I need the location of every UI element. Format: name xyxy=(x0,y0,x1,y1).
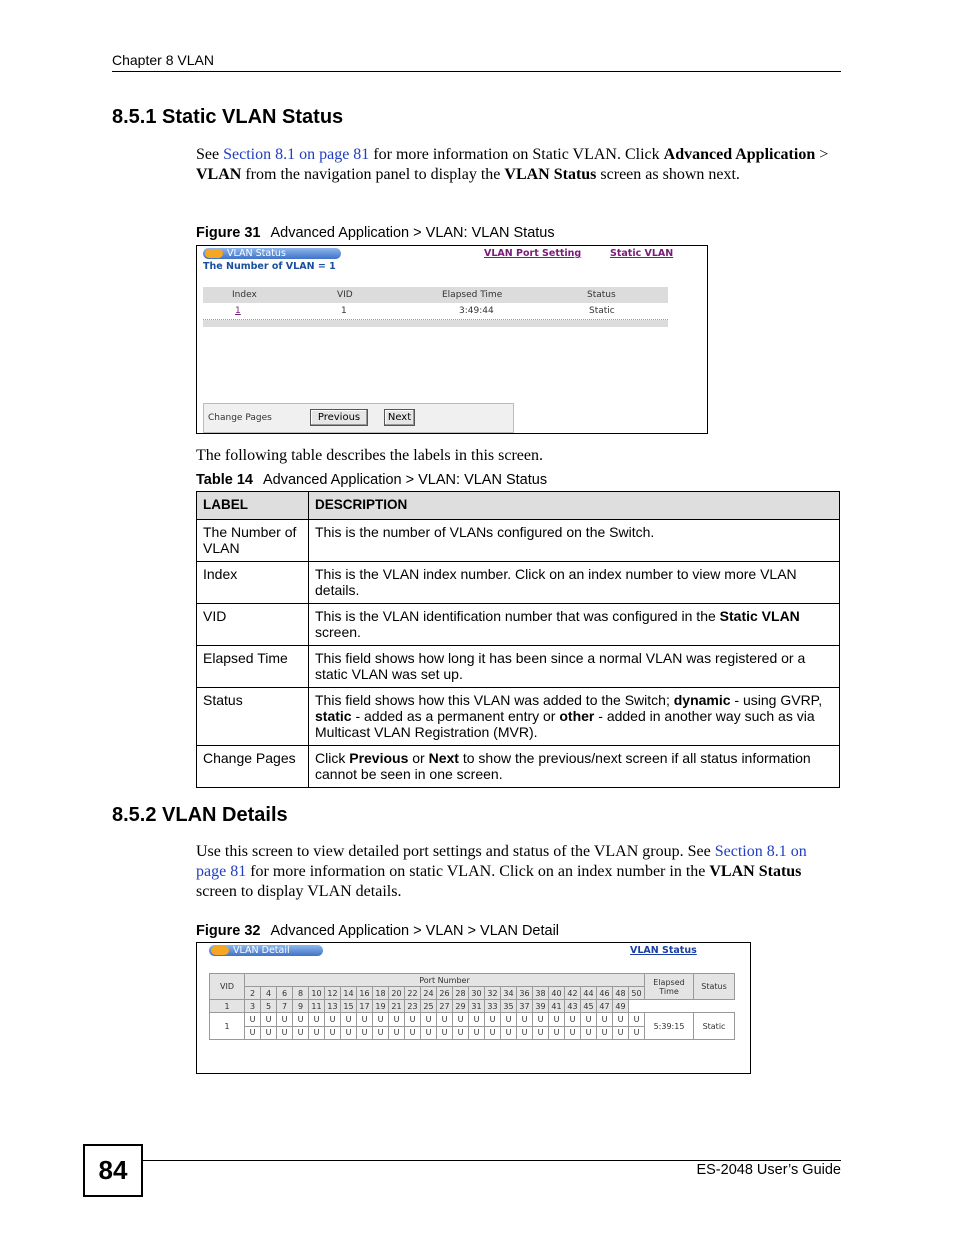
text: This is the VLAN identification number that was configured in the xyxy=(315,608,720,624)
text: screen. xyxy=(315,624,361,640)
port-number-cell: 42 xyxy=(565,987,581,1000)
port-number-cell: 6 xyxy=(277,987,293,1000)
row-label: The Number of VLAN xyxy=(197,520,309,562)
vlan-count: The Number of VLAN = 1 xyxy=(203,261,336,272)
port-setting-cell: U xyxy=(437,1026,453,1040)
port-number-cell: 35 xyxy=(501,1000,517,1013)
figure-title: Advanced Application > VLAN: VLAN Status xyxy=(270,225,555,241)
port-setting-cell: U xyxy=(341,1013,357,1027)
vlan-detail-table xyxy=(209,973,735,1040)
port-setting-cell: U xyxy=(485,1013,501,1027)
port-setting-cell: U xyxy=(357,1026,373,1040)
bold-text: other xyxy=(559,708,595,724)
port-number-cell: 3 xyxy=(245,1000,261,1013)
port-setting-cell: U xyxy=(501,1013,517,1027)
footer-rule xyxy=(141,1160,841,1161)
port-setting-cell: U xyxy=(261,1026,277,1040)
row-status: Static xyxy=(694,1013,735,1040)
port-setting-cell: U xyxy=(421,1026,437,1040)
row-elapsed-time: 3:49:44 xyxy=(459,306,494,316)
text: See xyxy=(196,146,224,163)
port-setting-cell: U xyxy=(405,1026,421,1040)
port-number-cell: 38 xyxy=(533,987,549,1000)
index-link[interactable]: 1 xyxy=(235,306,241,316)
port-number-cell: 8 xyxy=(293,987,309,1000)
port-setting-cell: U xyxy=(629,1013,645,1027)
text: Click xyxy=(315,750,350,766)
port-setting-cell: U xyxy=(325,1013,341,1027)
port-number-cell: 4 xyxy=(261,987,277,1000)
text: screen to display VLAN details. xyxy=(196,883,402,900)
row-description xyxy=(309,604,840,646)
static-vlan-link[interactable]: Static VLAN xyxy=(610,248,674,259)
port-number-cell: 7 xyxy=(277,1000,293,1013)
row-status: Static xyxy=(589,306,615,316)
table-row xyxy=(197,746,840,788)
table-row xyxy=(197,604,840,646)
row-vid: 1 xyxy=(210,1013,245,1040)
port-number-cell: 1 xyxy=(210,1000,245,1013)
port-number-cell: 23 xyxy=(405,1000,421,1013)
row-elapsed-time: 5:39:15 xyxy=(645,1013,694,1040)
table-row xyxy=(197,520,840,562)
port-number-cell: 16 xyxy=(357,987,373,1000)
vlan-status-link[interactable]: VLAN Status xyxy=(630,945,697,956)
port-setting-cell: U xyxy=(421,1013,437,1027)
text: for more information on static VLAN. Click on an index number in the xyxy=(246,863,710,880)
port-setting-cell: U xyxy=(389,1013,405,1027)
port-setting-cell: U xyxy=(277,1013,293,1027)
table-header-row xyxy=(197,492,840,520)
port-number-cell: 39 xyxy=(533,1000,549,1013)
text: - added as a permanent entry or xyxy=(351,708,560,724)
screen-title: VLAN Status xyxy=(227,248,286,259)
table-footer-bar xyxy=(203,320,668,327)
text: to show the previous/next screen if all status information cannot be seen in one screen. xyxy=(315,750,811,782)
port-setting-cell: U xyxy=(261,1013,277,1027)
title-pill-icon xyxy=(211,946,229,955)
bold-text: VLAN xyxy=(196,166,242,183)
port-setting-cell: U xyxy=(469,1013,485,1027)
port-number-header: Port Number xyxy=(245,974,645,987)
port-setting-cell: U xyxy=(581,1026,597,1040)
port-number-cell: 17 xyxy=(357,1000,373,1013)
figure-32-caption xyxy=(196,923,559,939)
port-number-cell: 49 xyxy=(613,1000,629,1013)
table-14-caption xyxy=(196,472,547,488)
port-number-cell: 15 xyxy=(341,1000,357,1013)
port-number-cell: 32 xyxy=(485,987,501,1000)
table-title: Advanced Application > VLAN: VLAN Status xyxy=(262,472,548,488)
port-number-cell: 37 xyxy=(517,1000,533,1013)
screen-title-pill xyxy=(209,945,323,956)
row-description xyxy=(309,688,840,746)
figure-31-vlan-status-screen xyxy=(196,245,708,434)
port-number-cell: 12 xyxy=(325,987,341,1000)
port-number-cell: 50 xyxy=(629,987,645,1000)
port-number-cell: 13 xyxy=(325,1000,341,1013)
row-label: Elapsed Time xyxy=(197,646,309,688)
port-number-cell: 36 xyxy=(517,987,533,1000)
figure-31-caption xyxy=(196,225,555,241)
text: - using GVRP, xyxy=(730,692,823,708)
col-elapsed-time: Elapsed Time xyxy=(442,290,503,300)
bold-text: dynamic xyxy=(673,692,731,708)
previous-button[interactable]: Previous xyxy=(310,409,368,426)
port-number-cell: 48 xyxy=(613,987,629,1000)
port-setting-cell: U xyxy=(533,1013,549,1027)
row-description: This field shows how long it has been since a normal VLAN was registered or a static VLAN was set up. xyxy=(309,646,840,688)
port-setting-cell: U xyxy=(533,1026,549,1040)
port-setting-cell: U xyxy=(357,1013,373,1027)
port-number-cell: 20 xyxy=(389,987,405,1000)
port-number-cell: 2 xyxy=(245,987,261,1000)
bold-text: VLAN Status xyxy=(504,166,597,183)
port-number-cell: 31 xyxy=(469,1000,485,1013)
col-status: Status xyxy=(587,290,616,300)
table-row xyxy=(197,562,840,604)
row-label: Status xyxy=(197,688,309,746)
title-pill-icon xyxy=(205,249,223,258)
port-setting-cell: U xyxy=(341,1026,357,1040)
row-description: This is the number of VLANs configured on the Switch. xyxy=(309,520,840,562)
table-row xyxy=(197,646,840,688)
bold-text: Next xyxy=(428,750,459,766)
port-setting-cell: U xyxy=(309,1013,325,1027)
port-number-cell: 40 xyxy=(549,987,565,1000)
header-label: LABEL xyxy=(197,492,309,520)
port-setting-cell: U xyxy=(453,1026,469,1040)
port-setting-cell: U xyxy=(245,1026,261,1040)
port-number-cell: 9 xyxy=(293,1000,309,1013)
row-description xyxy=(309,746,840,788)
port-setting-cell: U xyxy=(485,1026,501,1040)
text: screen as shown next. xyxy=(596,166,740,183)
port-setting-cell: U xyxy=(325,1026,341,1040)
row-vid: 1 xyxy=(341,306,347,316)
elapsed-time-header: Elapsed Time xyxy=(645,974,694,1000)
screen-title: VLAN Detail xyxy=(233,945,290,956)
label-description-table xyxy=(196,491,840,788)
port-number-cell: 44 xyxy=(581,987,597,1000)
bold-text: Static VLAN xyxy=(719,608,800,624)
port-number-cell: 46 xyxy=(597,987,613,1000)
port-setting-cell: U xyxy=(581,1013,597,1027)
footer-guide-title: ES-2048 User’s Guide xyxy=(696,1162,841,1178)
section-link[interactable]: Section 8.1 on page 81 xyxy=(223,146,370,163)
text: This field shows how this VLAN was added to the Switch; xyxy=(315,692,674,708)
port-setting-cell: U xyxy=(613,1013,629,1027)
port-setting-cell: U xyxy=(373,1013,389,1027)
table-row xyxy=(210,1013,735,1027)
header-rule xyxy=(112,71,841,72)
port-setting-cell: U xyxy=(405,1013,421,1027)
port-number-cell: 27 xyxy=(437,1000,453,1013)
port-number-cell: 19 xyxy=(373,1000,389,1013)
row-label: Change Pages xyxy=(197,746,309,788)
following-table-text: The following table describes the labels in this screen. xyxy=(196,447,544,464)
port-number-cell: 22 xyxy=(405,987,421,1000)
table-row xyxy=(197,688,840,746)
port-number-cell: 11 xyxy=(309,1000,325,1013)
port-setting-cell: U xyxy=(565,1026,581,1040)
port-number-cell: 18 xyxy=(373,987,389,1000)
next-button[interactable]: Next xyxy=(384,409,415,426)
port-number-cell: 29 xyxy=(453,1000,469,1013)
port-number-cell: 10 xyxy=(309,987,325,1000)
port-setting-cell: U xyxy=(245,1013,261,1027)
bold-text: Previous xyxy=(349,750,409,766)
port-setting-cell: U xyxy=(517,1026,533,1040)
port-number-cell: 43 xyxy=(565,1000,581,1013)
port-setting-cell: U xyxy=(565,1013,581,1027)
port-number-cell: 41 xyxy=(549,1000,565,1013)
row-label: VID xyxy=(197,604,309,646)
text: - added in another way such as via Multicast VLAN Registration (MVR). xyxy=(315,708,815,740)
port-setting-cell: U xyxy=(277,1026,293,1040)
port-number-cell: 25 xyxy=(421,1000,437,1013)
port-number-cell: 28 xyxy=(453,987,469,1000)
row-label: Index xyxy=(197,562,309,604)
screen-title-pill xyxy=(203,248,341,259)
table-label: Table 14 xyxy=(196,472,253,488)
port-number-cell: 5 xyxy=(261,1000,277,1013)
header-description: DESCRIPTION xyxy=(309,492,840,520)
bold-text: Advanced Application xyxy=(663,146,816,163)
text: for more information on Static VLAN. Click xyxy=(369,146,664,163)
change-pages-label: Change Pages xyxy=(208,413,272,423)
port-number-header-row xyxy=(210,974,735,987)
bold-text: VLAN Status xyxy=(709,863,802,880)
figure-label: Figure 31 xyxy=(196,225,261,241)
section-heading-vlan-details: 8.5.2 VLAN Details xyxy=(112,804,288,826)
port-setting-cell: U xyxy=(597,1013,613,1027)
col-index: Index xyxy=(232,290,257,300)
port-number-cell: 21 xyxy=(389,1000,405,1013)
vlan-details-paragraph xyxy=(196,842,839,902)
port-setting-cell: U xyxy=(597,1026,613,1040)
intro-paragraph xyxy=(196,145,839,185)
port-setting-cell: U xyxy=(293,1013,309,1027)
vid-header: VID xyxy=(210,974,245,1000)
port-number-cell: 24 xyxy=(421,987,437,1000)
port-number-cell: 33 xyxy=(485,1000,501,1013)
port-setting-cell: U xyxy=(293,1026,309,1040)
port-setting-cell: U xyxy=(453,1013,469,1027)
text: from the navigation panel to display the xyxy=(241,166,505,183)
port-setting-cell: U xyxy=(517,1013,533,1027)
odd-ports-row xyxy=(210,1000,735,1013)
port-setting-cell: U xyxy=(469,1026,485,1040)
vlan-port-setting-link[interactable]: VLAN Port Setting xyxy=(484,248,582,259)
port-setting-cell: U xyxy=(309,1026,325,1040)
text: > xyxy=(815,146,829,163)
port-setting-cell: U xyxy=(501,1026,517,1040)
port-number-cell: 34 xyxy=(501,987,517,1000)
section-heading-static-vlan-status: 8.5.1 Static VLAN Status xyxy=(112,106,344,128)
port-number-cell: 47 xyxy=(597,1000,613,1013)
figure-title: Advanced Application > VLAN > VLAN Detail xyxy=(270,923,560,939)
text: Use this screen to view detailed port settings and status of the VLAN group. See xyxy=(196,843,715,860)
port-setting-cell: U xyxy=(629,1026,645,1040)
page-number: 84 xyxy=(83,1144,143,1197)
port-setting-cell: U xyxy=(437,1013,453,1027)
port-setting-cell: U xyxy=(389,1026,405,1040)
status-header: Status xyxy=(694,974,735,1000)
text: or xyxy=(408,750,429,766)
figure-label: Figure 32 xyxy=(196,923,261,939)
bold-text: static xyxy=(315,708,352,724)
figure-32-vlan-detail-screen xyxy=(196,942,751,1074)
port-setting-cell: U xyxy=(549,1026,565,1040)
col-vid: VID xyxy=(337,290,353,300)
port-setting-cell: U xyxy=(373,1026,389,1040)
port-number-cell: 45 xyxy=(581,1000,597,1013)
port-number-cell: 26 xyxy=(437,987,453,1000)
chapter-header: Chapter 8 VLAN xyxy=(112,52,214,68)
section-link[interactable]: Section 8.1 on page 81 xyxy=(196,843,807,880)
row-description: This is the VLAN index number. Click on an index number to view more VLAN details. xyxy=(309,562,840,604)
port-setting-cell: U xyxy=(549,1013,565,1027)
port-setting-cell: U xyxy=(613,1026,629,1040)
port-number-cell: 30 xyxy=(469,987,485,1000)
port-number-cell: 14 xyxy=(341,987,357,1000)
